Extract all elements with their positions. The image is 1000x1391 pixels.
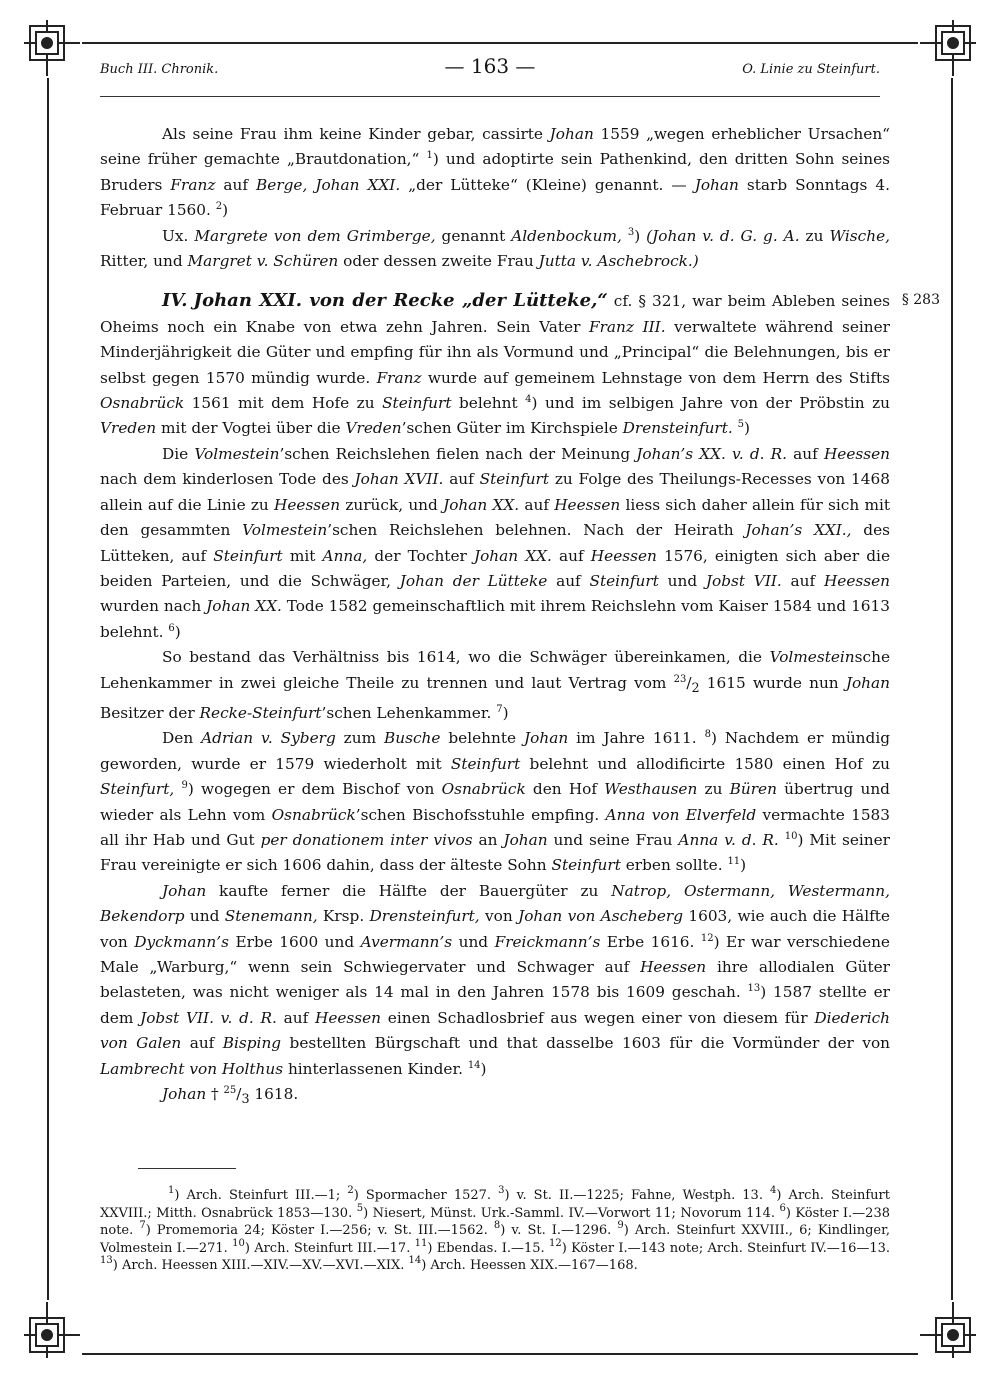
section-iv bbox=[100, 288, 940, 441]
ornament-bottom-left-icon bbox=[22, 1300, 82, 1360]
text-run: nach dem kinderlosen Tode des bbox=[100, 470, 355, 489]
text-run: Vreden bbox=[345, 419, 402, 438]
section-text bbox=[100, 292, 890, 437]
text-run: Anna, bbox=[322, 546, 368, 565]
text-run: So bestand das Verhältniss bis 1614, wo die Schwäger übereinkamen, die bbox=[162, 648, 770, 667]
text-run: Johan der Lütteke bbox=[399, 571, 548, 590]
text-run: Johan bbox=[845, 673, 890, 692]
text-run: ) Arch. Steinfurt XXVIII.; Mitth. Osnabrück 1853—130. bbox=[100, 1188, 890, 1221]
text-run: Volmestein bbox=[194, 444, 280, 463]
footnote-marker: 7 bbox=[496, 703, 503, 715]
text-run: ) Köster I.—238 note. bbox=[100, 1205, 890, 1239]
text-run: mit der Vogtei über die bbox=[156, 419, 346, 438]
text-run: sche Lehenkammer in zwei gleiche Theile zu trennen und laut Vertrag vom bbox=[100, 648, 890, 692]
text-run: Busche bbox=[384, 729, 441, 748]
text-run: Drensteinfurt. bbox=[622, 419, 733, 438]
text-run: ) bbox=[634, 226, 647, 245]
footnote-rule bbox=[138, 1168, 236, 1169]
text-run: und bbox=[658, 571, 706, 590]
text-run: ) Arch. Steinfurt XXVIII., 6; Kindlinger, Volmestein I.—271. bbox=[100, 1223, 890, 1256]
text-run: / bbox=[686, 673, 692, 692]
footnote-marker: 11 bbox=[414, 1237, 428, 1249]
body-text bbox=[100, 122, 940, 1113]
text-run: bestellten Bürgschaft und that dasselbe 1603 für die Vormünder der von bbox=[281, 1034, 891, 1053]
side-reference: § 283 bbox=[901, 292, 940, 309]
text-run: Osnabrück bbox=[100, 394, 185, 413]
footnote-marker: 2 bbox=[215, 201, 223, 213]
text-run: Aldenbockum, bbox=[511, 226, 622, 245]
text-run: ’schen Bischofsstuhle empfing. bbox=[355, 805, 606, 824]
text-run: auf bbox=[787, 444, 824, 463]
text-run: und seine Frau bbox=[547, 831, 679, 850]
text-run: ) Arch. Heessen XIII.—XIV.—XV.—XVI.—XIX. bbox=[112, 1258, 409, 1274]
text-run: zum bbox=[335, 729, 385, 748]
text-run: Natrop, Ostermann, Westermann, Bekendorp bbox=[100, 881, 890, 926]
text-run: erben sollte. bbox=[620, 856, 728, 875]
text-run: ) und im selbigen Jahre von der Pröbstin zu bbox=[531, 394, 890, 413]
text-run: Jobst VII. v. d. R. bbox=[140, 1008, 277, 1027]
text-run: 1576, einigten sich aber die beiden Parteien, und die Schwäger, bbox=[100, 546, 891, 590]
fraction-denominator: 2 bbox=[691, 680, 700, 696]
text-run: Johan bbox=[503, 831, 548, 850]
text-run: Ritter, und bbox=[100, 252, 188, 271]
section-paragraph bbox=[100, 288, 890, 441]
footnote-marker: 14 bbox=[467, 1059, 481, 1071]
text-run: Steinfurt bbox=[479, 470, 550, 489]
footnote-marker: 9 bbox=[181, 780, 188, 792]
text-run: ’schen Reichslehen fielen nach der Meinung bbox=[279, 444, 637, 463]
text-run: ) und adoptirte sein Pathenkind, den dritten Sohn seines Bruders bbox=[100, 150, 891, 194]
text-run: Die bbox=[162, 444, 195, 463]
header-rule bbox=[100, 96, 880, 97]
text-run: Vreden bbox=[100, 419, 157, 438]
text-run: ) bbox=[740, 856, 747, 875]
text-run: Heessen bbox=[823, 571, 890, 590]
text-run: Heessen bbox=[823, 444, 890, 463]
text-run: übertrug und wieder als Lehn vom bbox=[100, 780, 890, 824]
text-run: ) bbox=[502, 703, 509, 722]
text-run: ’schen Güter im Kirchspiele bbox=[401, 419, 623, 438]
footnote-marker: 1 bbox=[168, 1185, 175, 1196]
text-run: Ux. bbox=[162, 226, 195, 245]
text-run: Jutta v. Aschebrock.) bbox=[538, 252, 699, 271]
text-run: Bisping bbox=[222, 1034, 282, 1053]
text-run: Johan XX. bbox=[473, 546, 552, 565]
text-run: / bbox=[236, 1085, 242, 1104]
text-run: Berge, Johan XXI. bbox=[256, 175, 401, 194]
footnote-marker: 3 bbox=[627, 226, 635, 238]
text-run: Als seine Frau ihm keine Kinder gebar, cassirte bbox=[162, 125, 550, 143]
frame-left-border bbox=[47, 78, 49, 1300]
text-run: starb Sonntags 4. Februar 1560. bbox=[100, 175, 891, 220]
text-run: belehnt und allodificirte 1580 einen Hof zu bbox=[520, 754, 890, 773]
text-run: zu Folge des Theilungs-Recesses von 1468 allein auf die Linie zu bbox=[100, 470, 890, 514]
text-run: Franz III. bbox=[589, 317, 666, 336]
text-run: ) v. St. II.—1225; Fahne, Westph. 13. bbox=[504, 1188, 771, 1203]
text-run: Erbe 1600 und bbox=[228, 932, 361, 951]
text-run: Diederich von Galen bbox=[100, 1008, 891, 1053]
text-run: „der Lütteke“ (Kleine) genannt. — bbox=[400, 175, 695, 194]
text-run: Stenemann, bbox=[224, 907, 318, 926]
text-run: zu bbox=[799, 226, 830, 245]
text-run: kaufte ferner die Hälfte der Bauergüter zu bbox=[206, 881, 612, 900]
footnote-marker: 10 bbox=[784, 831, 798, 843]
text-run: auf bbox=[781, 571, 824, 590]
paragraph bbox=[100, 224, 890, 275]
paragraph bbox=[100, 879, 890, 1082]
text-run: zurück, und bbox=[340, 495, 444, 514]
paragraph bbox=[100, 726, 890, 878]
ornament-bottom-right-icon bbox=[918, 1300, 978, 1360]
text-run: vermachte 1583 all ihr Hab und Gut bbox=[100, 805, 891, 850]
text-run: ) bbox=[222, 201, 229, 220]
header-book-title: Buch III. Chronik. bbox=[100, 62, 219, 77]
text-run: Drensteinfurt, bbox=[369, 907, 480, 926]
text-run: Steinfurt, bbox=[100, 780, 175, 799]
footnote-marker: 8 bbox=[493, 1220, 501, 1232]
text-run: auf bbox=[181, 1034, 223, 1053]
text-run: Besitzer der bbox=[100, 703, 200, 722]
text-run: ) Arch. Heessen XIX.—167—168. bbox=[421, 1258, 638, 1274]
text-run: auf bbox=[215, 175, 257, 194]
text-run: Johan’s XX. v. d. R. bbox=[636, 444, 788, 463]
footnote-marker: 12 bbox=[548, 1237, 562, 1249]
text-run: 1559 „wegen erheblicher Ursachen“ seine früher gemachte „Brautdonation,“ bbox=[100, 125, 890, 169]
footnote-marker: 23 bbox=[673, 673, 687, 685]
text-run: Johan bbox=[162, 1085, 207, 1104]
text-run: Heessen bbox=[590, 546, 657, 565]
text-run: Steinfurt bbox=[589, 571, 659, 590]
text-run: des Lütteken, auf bbox=[100, 521, 891, 565]
text-run: Osnabrück bbox=[441, 780, 526, 799]
footnote-marker: 10 bbox=[232, 1237, 245, 1249]
text-run: 1618. bbox=[249, 1085, 299, 1104]
footnote-marker: 9 bbox=[617, 1220, 624, 1232]
footnote-marker: 5 bbox=[737, 419, 745, 431]
footnote-marker: 4 bbox=[770, 1185, 777, 1196]
footnote-marker: 2 bbox=[347, 1185, 354, 1196]
text-run: Den bbox=[162, 729, 202, 748]
text-run: auf bbox=[551, 546, 591, 565]
text-run: zu bbox=[697, 780, 730, 799]
text-run: ) Arch. Steinfurt III.—1; bbox=[174, 1188, 348, 1203]
text-run: ) Nachdem er mündig geworden, wurde er 1579 wiederholt mit bbox=[100, 729, 891, 773]
text-run: Avermann’s bbox=[360, 932, 453, 951]
text-run: verwaltete während seiner Minderjährigkeit die Güter und empfing für ihn als Vormund und „Principal“ die Belehnungen, bis er selbst gegen 1570 mündig wurde. bbox=[100, 317, 890, 387]
text-run: Steinfurt bbox=[213, 546, 283, 565]
text-run: Volmestein bbox=[242, 521, 328, 540]
text-run: ) Ebendas. I.—15. bbox=[427, 1240, 549, 1256]
footnotes bbox=[100, 1187, 890, 1275]
footnote-marker: 12 bbox=[700, 932, 714, 944]
text-run: ) Spormacher 1527. bbox=[353, 1188, 499, 1203]
text-run: Margret v. Schüren bbox=[187, 252, 339, 271]
text-run: Freickmann’s bbox=[494, 932, 601, 951]
footnote-marker: 6 bbox=[168, 622, 175, 634]
text-run: Anna von Elverfeld bbox=[605, 805, 757, 824]
text-run: Osnabrück bbox=[271, 805, 356, 824]
text-run: einen Schadlosbrief aus wegen einer von diesem für bbox=[381, 1008, 815, 1027]
text-run: Heessen bbox=[314, 1008, 382, 1027]
paragraph bbox=[100, 1082, 890, 1112]
text-run: Johan bbox=[524, 729, 569, 748]
paragraph bbox=[100, 645, 890, 726]
footnote-marker: 11 bbox=[727, 856, 741, 868]
text-run: † bbox=[206, 1085, 224, 1104]
text-run: ) Köster I.—143 note; Arch. Steinfurt IV.—16—13. bbox=[561, 1240, 891, 1256]
text-run: cf. § 321, war beim Ableben seines Oheims noch ein Knabe von etwa zehn Jahren. Sein Vater bbox=[100, 292, 890, 336]
text-run: belehnt bbox=[451, 394, 526, 413]
footnote-marker: 13 bbox=[100, 1255, 113, 1267]
text-run: wurde auf gemeinem Lehnstage von dem Herrn des Stifts bbox=[421, 368, 890, 387]
text-run: ) bbox=[480, 1059, 487, 1078]
text-run: 1615 wurde nun bbox=[699, 673, 846, 692]
text-run: ) v. St. I.—1296. bbox=[500, 1223, 618, 1239]
text-run: und bbox=[184, 907, 225, 926]
text-run: Steinfurt bbox=[382, 394, 452, 413]
text-run: per donationem inter vivos bbox=[260, 831, 473, 850]
text-run: ) 1587 stellte er dem bbox=[100, 983, 890, 1027]
section-number: IV. bbox=[162, 290, 188, 312]
text-run: Büren bbox=[729, 780, 777, 799]
text-run: ) bbox=[744, 419, 750, 438]
footnote-marker: 1 bbox=[426, 150, 433, 162]
text-run: von bbox=[479, 907, 519, 926]
text-run: liess sich daher allein für sich mit den gesammten bbox=[100, 495, 890, 540]
text-run: Johan XVII. bbox=[354, 470, 444, 489]
text-run: den Hof bbox=[525, 780, 605, 799]
footnote-marker: 6 bbox=[779, 1202, 786, 1214]
text-run: ’schen Lehenkammer. bbox=[321, 703, 497, 722]
text-run: Heessen bbox=[640, 958, 707, 977]
text-run: 1561 mit dem Hofe zu bbox=[184, 394, 383, 413]
text-run: Lambrecht von Holthus bbox=[100, 1059, 284, 1078]
text-run: Steinfurt bbox=[450, 754, 521, 773]
text-run: Krsp. bbox=[317, 907, 370, 926]
text-run: ihre allodialen Güter belasteten, was nicht weniger als 14 mal in den Jahren 1578 bis 1609 geschah. bbox=[100, 958, 890, 1002]
text-run: Heessen bbox=[274, 495, 341, 514]
fraction-denominator: 3 bbox=[241, 1092, 250, 1108]
text-run: ’schen Reichslehen belehnen. Nach der Heirath bbox=[327, 521, 746, 540]
text-run: (Johan v. d. G. g. A. bbox=[646, 226, 800, 245]
text-run: 1603, wie auch die Hälfte von bbox=[100, 907, 890, 951]
text-run: genannt bbox=[435, 226, 512, 245]
frame-bottom-border bbox=[82, 1353, 918, 1355]
text-run: Johan bbox=[162, 881, 207, 900]
text-run: wurden nach bbox=[100, 597, 207, 616]
text-run: Heessen bbox=[554, 495, 621, 514]
text-run: ) Er war verschiedene Male „Warburg,“ wenn sein Schwiegervater und Schwager auf bbox=[100, 932, 890, 977]
running-header bbox=[100, 54, 880, 82]
text-run: auf bbox=[276, 1008, 315, 1027]
text-run: Jobst VII. bbox=[705, 571, 782, 590]
footnote-marker: 8 bbox=[704, 729, 711, 741]
ornament-top-right-icon bbox=[918, 18, 978, 78]
text-run: Johan von Ascheberg bbox=[518, 907, 683, 926]
text-run: Margrete von dem Grimberge, bbox=[194, 226, 436, 245]
text-run: Steinfurt bbox=[551, 856, 621, 875]
text-run: Adrian v. Syberg bbox=[201, 729, 336, 748]
text-run: oder dessen zweite Frau bbox=[338, 252, 539, 271]
text-run: mit bbox=[282, 546, 323, 565]
text-run: belehnte bbox=[440, 729, 525, 748]
text-run: ) wogegen er dem Bischof von bbox=[187, 780, 442, 799]
text-run: und bbox=[452, 932, 495, 951]
text-run: Johan XX. bbox=[443, 495, 520, 514]
text-run: Franz bbox=[376, 368, 422, 387]
text-run: auf bbox=[547, 571, 590, 590]
frame-right-border bbox=[951, 78, 953, 1300]
text-run: ) bbox=[174, 622, 181, 641]
text-run: Westhausen bbox=[604, 780, 698, 799]
footnote-marker: 4 bbox=[525, 394, 532, 406]
paragraph bbox=[100, 122, 890, 224]
text-run: Dyckmann’s bbox=[134, 932, 229, 951]
section-heading: Johan XXI. von der Recke „der Lütteke,“ bbox=[193, 290, 608, 312]
footnote-marker: 5 bbox=[356, 1202, 364, 1214]
text-run: im Jahre 1611. bbox=[568, 729, 705, 748]
text-run: Wische, bbox=[829, 226, 890, 245]
footnote-block bbox=[100, 1187, 890, 1275]
header-section-title: O. Linie zu Steinfurt. bbox=[742, 62, 880, 77]
text-run: Tode 1582 gemeinschaftlich mit ihrem Reichslehn vom Kaiser 1584 und 1613 belehnt. bbox=[100, 597, 891, 641]
frame-top-border bbox=[82, 42, 918, 44]
text-run: der Tochter bbox=[367, 546, 474, 565]
text-run: ) Promemoria 24; Köster I.—256; v. St. III.—1562. bbox=[145, 1223, 494, 1239]
text-run: Erbe 1616. bbox=[600, 932, 701, 951]
footnote-marker: 14 bbox=[408, 1255, 422, 1267]
text-run: auf bbox=[519, 495, 555, 514]
footnote-marker: 25 bbox=[223, 1085, 237, 1097]
text-run: Franz bbox=[170, 175, 216, 194]
footnote-marker: 7 bbox=[139, 1220, 146, 1232]
text-run: Volmestein bbox=[769, 648, 855, 667]
text-run: Johan XX. bbox=[206, 597, 282, 616]
footnote-marker: 3 bbox=[498, 1185, 505, 1196]
footnote-marker: 13 bbox=[747, 983, 761, 995]
text-run: Recke-Steinfurt bbox=[199, 703, 322, 722]
text-run: auf bbox=[443, 470, 480, 489]
paragraph bbox=[100, 442, 890, 645]
text-run: ) Mit seiner Frau vereinigte er sich 1606 dahin, dass der älteste Sohn bbox=[100, 831, 890, 875]
text-run: ) Arch. Steinfurt III.—17. bbox=[244, 1240, 415, 1256]
text-run: Johan bbox=[549, 125, 594, 143]
text-run: Johan bbox=[694, 175, 739, 194]
text-run: ) Niesert, Münst. Urk.-Samml. IV.—Vorwort 11; Novorum 114. bbox=[363, 1205, 780, 1221]
text-run: Anna v. d. R. bbox=[678, 831, 779, 850]
text-run: hinterlassenen Kinder. bbox=[283, 1059, 468, 1078]
text-run: Johan’s XXI., bbox=[745, 521, 852, 540]
text-run: an bbox=[472, 831, 504, 850]
ornament-top-left-icon bbox=[22, 18, 82, 78]
page-number: — 163 — bbox=[444, 54, 536, 78]
